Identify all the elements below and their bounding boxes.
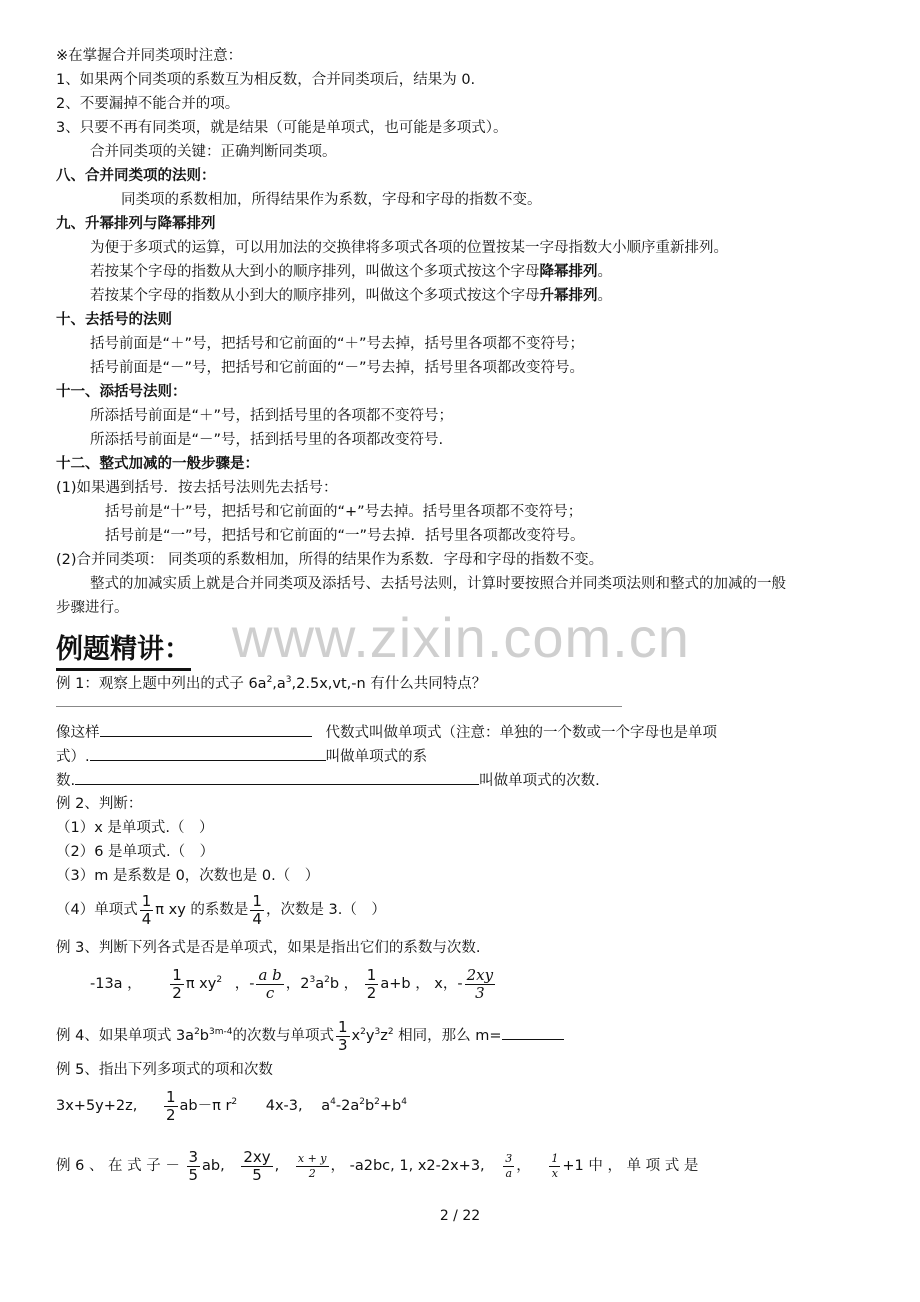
example-2-item-1: （1）x 是单项式.（ ）: [56, 820, 214, 836]
example-2-item-4: （4）单项式 $\frac{1}{4}$ π xy 的系数是 $\frac{1}{4}$ ，次数是 3.（ ）: [56, 891, 386, 928]
watermark: www.zixin.com.cn: [232, 606, 690, 669]
example-4: 例 4、如果单项式 $3a^2b^{3m-4}$的次数与单项式 $\frac{1}{3}$ $x^2y^3z^2$ 相同，那么 m=: [56, 1016, 564, 1056]
blank-field[interactable]: [90, 746, 326, 761]
examples-title: 例题精讲：: [56, 632, 191, 671]
fraction: $\frac{1}{x}$: [551, 1151, 559, 1180]
example-3-expressions: -13a ， $\frac{1}{2}$ π $xy^2$ ，- $\frac{\text{a b}}{c}$ ，$2^3a^2b$ ， $\frac{1}{2}$ a+b ， x，- $\frac{2xy}{3}$: [90, 965, 494, 1002]
example-5-title: 例 5、指出下列多项式的项和次数: [56, 1062, 273, 1078]
example-1-question: 例 1：观察上题中列出的式子 $6a^2,a^3,2.5x,vt,-n$ 有什么共同特点？: [56, 675, 487, 692]
example-3-title: 例 3、判断下列各式是否是单项式，如果是指出它们的系数与次数.: [56, 940, 481, 956]
page-number: 2 / 22: [439, 1208, 481, 1224]
example-1-line-3: 数. 叫做单项式的次数.: [56, 770, 600, 791]
fraction: $\frac{2xy}{5}$: [243, 1147, 271, 1184]
example-6: 例 6 、 在 式 子 － $\frac{3}{5}$ ab, $\frac{2xy}{5}$ , $\frac{x + y}{2}$ ， -a2bc, 1, x2-2x+3, $\frac{3}{a}$ ， $\frac{1}{x}$ +1 中 ， 单 项 式 是: [56, 1147, 699, 1184]
section-12-summary-1: 整式的加减实质上就是合并同类项及添括号、去括号法则，计算时要按照合并同类项法则和整式的加减的一般: [90, 576, 786, 592]
fraction: $\frac{1}{2}$: [172, 965, 182, 1002]
example-2-title: 例 2、判断：: [56, 796, 143, 812]
fraction: $\frac{2xy}{3}$: [466, 965, 494, 1002]
section-12-s1a: 括号前是“十”号，把括号和它前面的“+”号去掉。括号里各项都不变符号；: [105, 504, 583, 520]
notes-intro: ※在掌握合并同类项时注意：: [56, 48, 243, 64]
blank-field[interactable]: [75, 770, 479, 785]
section-12-title: 十二、整式加减的一般步骤是：: [56, 456, 259, 472]
section-12-s1: (1)如果遇到括号．按去括号法则先去括号：: [56, 480, 338, 496]
section-11-l1: 所添括号前面是“＋”号，括到括号里的各项都不变符号；: [90, 408, 454, 424]
blank-field[interactable]: [100, 722, 312, 737]
section-9-p2: 若按某个字母的指数从大到小的顺序排列，叫做这个多项式按这个字母降幂排列。: [90, 264, 612, 280]
section-9-p3: 若按某个字母的指数从小到大的顺序排列，叫做这个多项式按这个字母升幂排列。: [90, 288, 612, 304]
section-8-title: 八、合并同类项的法则：: [56, 168, 216, 184]
example-1-line-2: 式）. 叫做单项式的系: [56, 746, 427, 767]
section-9-p1: 为便于多项式的运算，可以用加法的交换律将多项式各项的位置按某一字母指数大小顺序重新排列。: [90, 240, 728, 256]
notes-item-3: 3、只要不再有同类项，就是结果（可能是单项式，也可能是多项式）。: [56, 120, 508, 136]
section-12-summary-2: 步骤进行。: [56, 600, 129, 616]
example-2-item-2: （2）6 是单项式.（ ）: [56, 844, 215, 860]
fraction: $\frac{1}{2}$: [165, 1087, 176, 1124]
section-10-l1: 括号前面是“＋”号，把括号和它前面的“＋”号去掉，括号里各项都不变符号；: [90, 336, 585, 352]
fraction: $\frac{1}{3}$: [337, 1017, 348, 1054]
fraction: $\frac{x + y}{2}$: [297, 1151, 327, 1180]
answer-blank[interactable]: [502, 1025, 564, 1040]
section-12-s1b: 括号前是“一”号，把括号和它前面的“一”号去掉．括号里各项都改变符号。: [105, 528, 585, 544]
example-1-line-1: 像这样 代数式叫做单项式（注意：单独的一个数或一个字母也是单项: [56, 722, 717, 743]
notes-item-2: 2、不要漏掉不能合并的项。: [56, 96, 240, 112]
fraction: $\frac{1}{4}$: [252, 891, 262, 928]
fraction: $\frac{1}{4}$: [141, 891, 152, 928]
section-10-l2: 括号前面是“－”号，把括号和它前面的“－”号去掉，括号里各项都改变符号。: [90, 360, 585, 376]
section-11-l2: 所添括号前面是“－”号，括到括号里的各项都改变符号.: [90, 432, 444, 448]
answer-line: [56, 706, 622, 707]
fraction: $\frac{\text{a b}}{c}$: [258, 965, 282, 1002]
section-11-title: 十一、添括号法则：: [56, 384, 187, 400]
notes-item-1: 1、如果两个同类项的系数互为相反数，合并同类项后，结果为 0.: [56, 72, 476, 88]
notes-key: 合并同类项的关键：正确判断同类项。: [90, 144, 337, 160]
example-2-item-3: （3）m 是系数是 0，次数也是 0.（ ）: [56, 868, 320, 884]
section-9-title: 九、升幂排列与降幂排列: [56, 216, 216, 232]
fraction: $\frac{3}{5}$: [188, 1147, 199, 1184]
section-10-title: 十、去括号的法则: [56, 312, 172, 328]
fraction: $\frac{1}{2}$: [366, 965, 377, 1002]
fraction: $\frac{3}{a}$: [505, 1151, 513, 1180]
example-5-expressions: 3x+5y+2z, $\frac{1}{2}$ ab－π $r^2$ 4x-3, $a^4-2a^2b^2+b^4$: [56, 1087, 407, 1124]
section-12-s2: (2)合并同类项： 同类项的系数相加，所得的结果作为系数．字母和字母的指数不变。: [56, 552, 604, 568]
section-8-body: 同类项的系数相加，所得结果作为系数，字母和字母的指数不变。: [121, 192, 542, 208]
